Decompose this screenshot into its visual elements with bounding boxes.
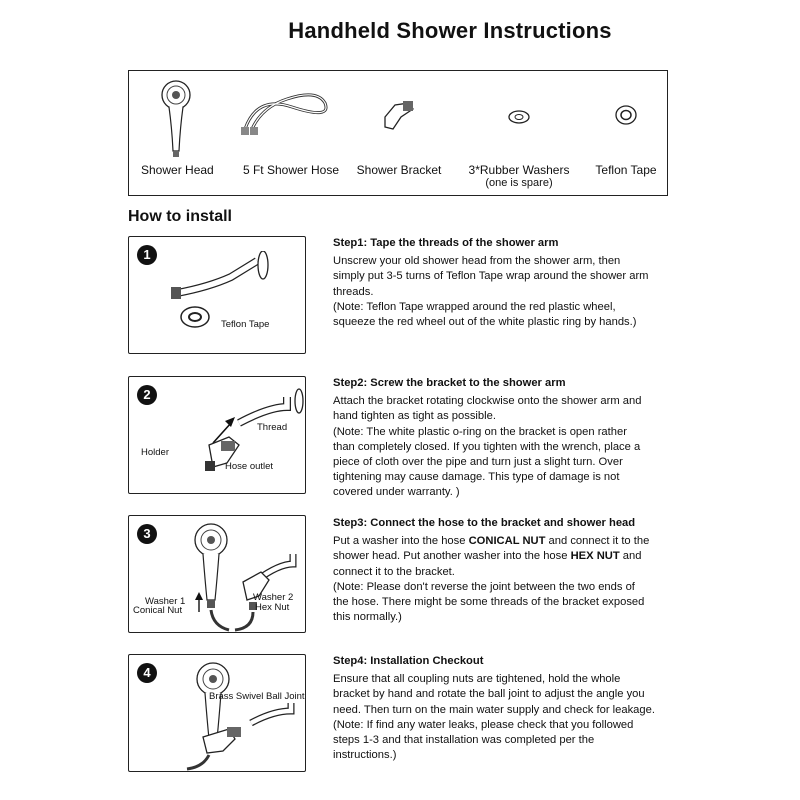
text-segment: and bbox=[619, 550, 642, 563]
callout-holder: Holder bbox=[141, 447, 169, 458]
how-to-install-heading: How to install bbox=[128, 208, 232, 225]
part-label-teflon: Teflon Tape bbox=[595, 163, 657, 177]
step-1-line: Unscrew your old shower head from the shower arm, then bbox=[333, 255, 621, 268]
hex-nut-emphasis: HEX NUT bbox=[570, 550, 620, 563]
step-4-line: Ensure that all coupling nuts are tightened, hold the whole bbox=[333, 673, 621, 686]
step-2-line: tightening may cause damage. This type of damage is not bbox=[333, 471, 620, 484]
callout-washer-2: Washer 2 bbox=[253, 592, 294, 603]
step-1-number: 1 bbox=[137, 245, 157, 265]
step-2-heading: Step2: Screw the bracket to the shower arm bbox=[333, 377, 566, 389]
step-1-heading: Step1: Tape the threads of the shower arm bbox=[333, 237, 559, 249]
step-2-text bbox=[333, 376, 678, 501]
step-3-line: this normally.) bbox=[333, 611, 402, 624]
step-1-text bbox=[333, 236, 678, 330]
shower-head-illustration bbox=[159, 79, 193, 161]
part-label-shower-head: Shower Head bbox=[141, 163, 214, 177]
teflon-tape-illustration bbox=[614, 103, 638, 127]
step-4-number: 4 bbox=[137, 663, 157, 683]
step-3-figure bbox=[128, 515, 306, 633]
step-2-number: 2 bbox=[137, 385, 157, 405]
step-4-line: bracket by hand and rotate the ball joint to adjust the angle you bbox=[333, 688, 645, 701]
step-1-line: squeeze the red wheel out of the white plastic ring by hands.) bbox=[333, 316, 637, 329]
step-4-line: (Note: If find any water leaks, please check that you followed bbox=[333, 718, 634, 731]
hose-connect-drawing bbox=[169, 520, 305, 632]
callout-brass-swivel: Brass Swivel Ball Joint bbox=[209, 691, 305, 702]
callout-washer-1: Washer 1 bbox=[145, 596, 186, 607]
callout-thread: Thread bbox=[257, 422, 288, 433]
part-label-washers bbox=[459, 163, 579, 189]
rubber-washer-illustration bbox=[507, 109, 531, 125]
conical-nut-emphasis: CONICAL NUT bbox=[468, 535, 546, 548]
text-segment: and connect it to the bbox=[545, 535, 650, 548]
step-4-heading: Step4: Installation Checkout bbox=[333, 655, 484, 667]
step-4-figure bbox=[128, 654, 306, 772]
step-2-line: piece of cloth over the pipe and turn just a slight turn. Over bbox=[333, 456, 623, 469]
installation-check-drawing bbox=[173, 659, 303, 771]
step-1-line: (Note: Teflon Tape wrapped around the red plastic wheel, bbox=[333, 300, 616, 313]
step-2-line: hand tighten as tight as possible. bbox=[333, 410, 496, 423]
parts-list-box bbox=[128, 70, 668, 196]
step-4-line: need. Then turn on the main water supply and check for leakage. bbox=[333, 703, 655, 716]
step-4-line: steps 1-3 and that installation was completed per the bbox=[333, 734, 595, 747]
text-segment: Put a washer into the hose bbox=[333, 535, 469, 548]
shower-hose-illustration bbox=[237, 85, 337, 137]
callout-conical-nut: Conical Nut bbox=[133, 605, 183, 616]
callout-hose-outlet: Hose outlet bbox=[225, 461, 274, 472]
step-3-line: (Note: Please don't reverse the joint between the two ends of bbox=[333, 580, 635, 593]
page-title: Handheld Shower Instructions bbox=[288, 18, 612, 43]
step-2-figure bbox=[128, 376, 306, 494]
step-1-line: threads. bbox=[333, 285, 374, 298]
step-4-text bbox=[333, 654, 678, 763]
step-1-figure bbox=[128, 236, 306, 354]
step-3-line: connect it to the bracket. bbox=[333, 565, 455, 578]
step-2-line: than completely closed. If you tighten with the wrench, place a bbox=[333, 440, 641, 453]
step-3-line: the hose. There might be some threads of the bracket exposed bbox=[333, 596, 645, 609]
washers-sub-label: (one is spare) bbox=[485, 177, 553, 189]
part-label-bracket: Shower Bracket bbox=[356, 163, 442, 177]
step-3-number: 3 bbox=[137, 524, 157, 544]
step-3-line-2 bbox=[333, 549, 678, 564]
step-4-line: instructions.) bbox=[333, 749, 397, 762]
shower-bracket-illustration bbox=[379, 95, 419, 135]
part-label-hose: 5 Ft Shower Hose bbox=[242, 163, 340, 177]
step-2-line: Attach the bracket rotating clockwise onto the shower arm and bbox=[333, 395, 642, 408]
washers-label-text: 3*Rubber Washers bbox=[468, 163, 570, 177]
step-3-line-1 bbox=[333, 534, 678, 549]
text-segment: shower head. Put another washer into the hose bbox=[333, 550, 571, 563]
bracket-to-arm-drawing bbox=[169, 387, 305, 487]
step-3-text bbox=[333, 516, 678, 625]
callout-teflon-tape: Teflon Tape bbox=[221, 319, 270, 330]
callout-hex-nut: Hex Nut bbox=[255, 602, 290, 613]
step-3-heading: Step3: Connect the hose to the bracket and shower head bbox=[333, 517, 636, 529]
step-2-line: covered under warranty. ) bbox=[333, 486, 460, 499]
step-2-line: (Note: The white plastic o-ring on the bracket is open rather bbox=[333, 425, 627, 438]
step-1-line: simply put 3-5 turns of Teflon Tape wrap around the shower arm bbox=[333, 270, 649, 283]
